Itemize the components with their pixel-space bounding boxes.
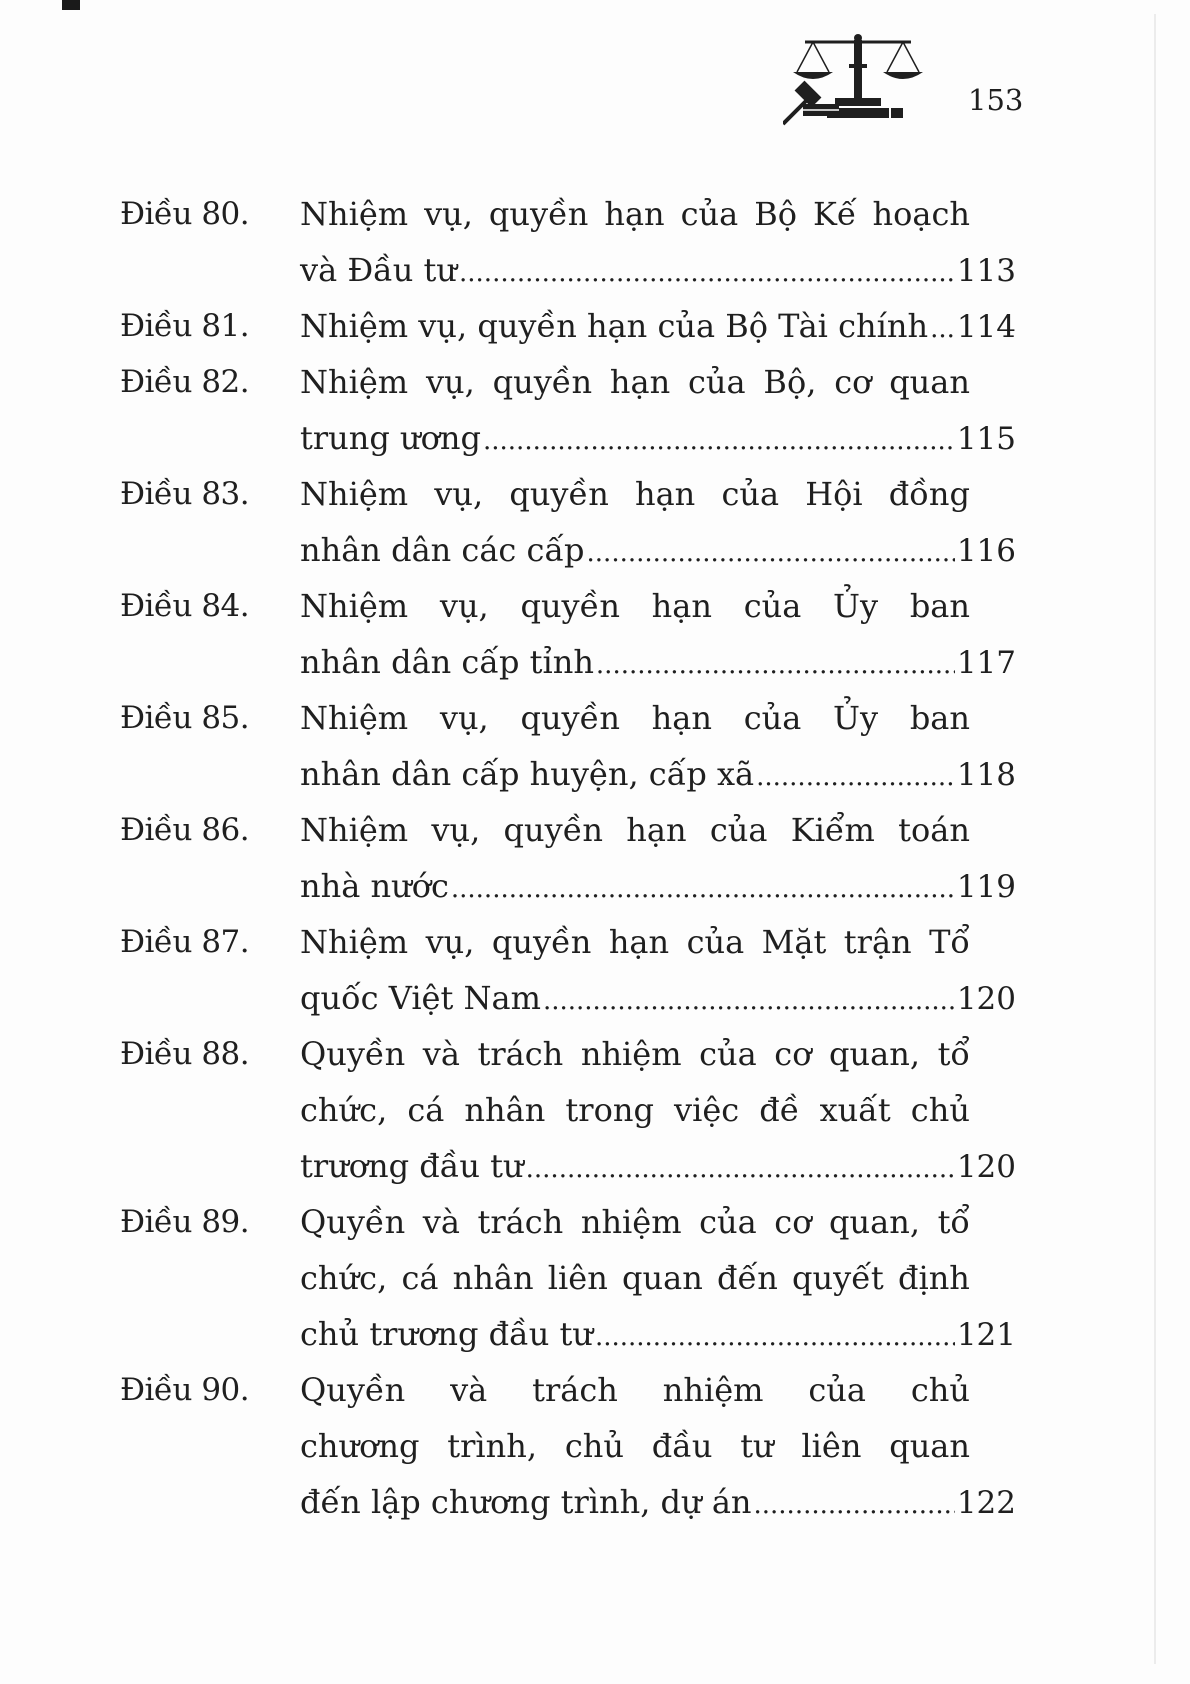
dot-leader — [930, 301, 955, 357]
toc-word: vụ, — [431, 811, 481, 849]
toc-word: và — [422, 1203, 460, 1241]
toc-title-line — [300, 1418, 970, 1474]
toc-page-number: 117 — [956, 645, 1016, 681]
toc-title-last-line — [300, 242, 1016, 298]
dot-leader — [595, 1309, 955, 1365]
toc-word: nhân — [452, 1259, 534, 1297]
toc-word: và — [422, 1035, 460, 1073]
toc-word: hoạch — [872, 195, 970, 233]
toc-word: ban — [909, 699, 970, 737]
toc-entry — [120, 578, 1020, 690]
toc-word: cá — [407, 1091, 445, 1129]
toc-entry — [120, 914, 1020, 1026]
corner-mark — [62, 0, 80, 10]
toc-word: Nhiệm — [300, 923, 409, 961]
toc-page-number: 121 — [956, 1317, 1016, 1353]
toc-word: liên — [801, 1427, 862, 1465]
toc-word: hạn — [634, 475, 696, 513]
toc-word: hạn — [604, 195, 665, 233]
toc-word: vụ, — [425, 363, 475, 401]
toc-entry — [120, 466, 1020, 578]
toc-word: cơ — [774, 1035, 812, 1073]
toc-title-text: trương đầu tư — [300, 1147, 524, 1185]
toc-word: của — [721, 475, 780, 513]
toc-entry — [120, 1026, 1020, 1194]
toc-title-text: nhà nước — [300, 867, 449, 905]
dot-leader — [543, 973, 955, 1029]
toc-title-last-line — [300, 1138, 1016, 1194]
toc-entry — [120, 1362, 1020, 1530]
toc-word: quan — [889, 1427, 970, 1465]
toc-title-line — [300, 1362, 970, 1418]
toc-title-text: đến lập chương trình, dự án — [300, 1483, 752, 1521]
toc-entry-title — [300, 186, 1016, 298]
toc-page-number: 120 — [956, 1149, 1016, 1185]
toc-article-number: Điều 88. — [120, 1036, 250, 1072]
toc-word: cá — [401, 1259, 439, 1297]
toc-word: ban — [909, 587, 970, 625]
toc-article-number: Điều 82. — [120, 364, 250, 400]
toc-word: quan — [622, 1259, 703, 1297]
toc-entry — [120, 298, 1020, 354]
dot-leader — [756, 749, 955, 805]
toc-word: tổ — [937, 1203, 970, 1241]
dot-leader — [526, 1141, 955, 1197]
toc-word: hạn — [651, 587, 712, 625]
scales-of-justice-icon — [783, 26, 933, 126]
toc-page-number: 114 — [956, 309, 1016, 345]
page-edge — [1154, 14, 1156, 1664]
toc-word: hạn — [626, 811, 687, 849]
toc-entry-title — [300, 1026, 1016, 1194]
toc-word: chương — [300, 1427, 420, 1465]
toc-title-last-line — [300, 298, 1016, 354]
toc-word: quan — [889, 363, 970, 401]
toc-title-last-line — [300, 970, 1016, 1026]
toc-article-number: Điều 87. — [120, 924, 250, 960]
toc-word: nhiệm — [580, 1203, 682, 1241]
toc-word: chức, — [300, 1091, 388, 1129]
toc-word: Nhiệm — [300, 587, 409, 625]
toc-word: trách — [477, 1035, 564, 1073]
toc-word: vụ, — [439, 587, 489, 625]
toc-title-text: nhân dân các cấp — [300, 531, 585, 569]
toc-entry — [120, 690, 1020, 802]
toc-title-last-line — [300, 858, 1016, 914]
toc-page-number: 116 — [956, 533, 1016, 569]
toc-word: trách — [477, 1203, 564, 1241]
toc-word: và — [450, 1371, 488, 1409]
toc-page-number: 115 — [956, 421, 1016, 457]
toc-word: Mặt — [761, 923, 827, 961]
toc-word: quyền — [488, 195, 589, 233]
toc-entry-title — [300, 802, 1016, 914]
toc-word: hạn — [651, 699, 712, 737]
toc-word: trận — [843, 923, 912, 961]
toc-word: Bộ — [754, 195, 797, 233]
toc-title-text: trung ương — [300, 419, 481, 457]
toc-word: chủ — [910, 1371, 970, 1409]
toc-article-number: Điều 90. — [120, 1372, 250, 1408]
toc-word: Hội — [805, 475, 863, 513]
toc-title-line — [300, 354, 970, 410]
toc-title-text: nhân dân cấp tỉnh — [300, 643, 594, 681]
toc-title-line — [300, 1250, 970, 1306]
toc-entry — [120, 186, 1020, 298]
toc-title-line — [300, 466, 970, 522]
toc-title-last-line — [300, 522, 1016, 578]
toc-word: của — [686, 923, 745, 961]
toc-word: quan, — [829, 1203, 920, 1241]
toc-page-number: 120 — [956, 981, 1016, 1017]
dot-leader — [596, 637, 955, 693]
toc-title-line — [300, 1082, 970, 1138]
toc-word: hạn — [608, 923, 670, 961]
toc-word: Nhiệm — [300, 195, 409, 233]
toc-article-number: Điều 89. — [120, 1204, 250, 1240]
toc-word: vụ, — [434, 475, 484, 513]
toc-word: Nhiệm — [300, 363, 409, 401]
toc-word: liên — [547, 1259, 608, 1297]
toc-word: đầu — [651, 1427, 713, 1465]
toc-title-text: nhân dân cấp huyện, cấp xã — [300, 755, 755, 793]
toc-entry-title — [300, 1362, 1016, 1530]
toc-word: chủ — [910, 1091, 970, 1129]
toc-title-last-line — [300, 746, 1016, 802]
toc-word: định — [897, 1259, 970, 1297]
toc-page-number: 113 — [956, 253, 1016, 289]
toc-word: đồng — [888, 475, 970, 513]
toc-word: quyền — [491, 923, 592, 961]
toc-article-number: Điều 86. — [120, 812, 250, 848]
toc-title-line — [300, 1194, 970, 1250]
toc-entry-title — [300, 578, 1016, 690]
toc-entry — [120, 802, 1020, 914]
toc-word: quyết — [792, 1259, 884, 1297]
toc-word: của — [699, 1203, 757, 1241]
toc-word: Quyền — [300, 1203, 406, 1241]
toc-word: hạn — [609, 363, 671, 401]
toc-word: của — [709, 811, 768, 849]
toc-article-number: Điều 84. — [120, 588, 250, 624]
toc-article-number: Điều 81. — [120, 308, 250, 344]
toc-article-number: Điều 80. — [120, 196, 250, 232]
toc-word: quyền — [520, 699, 620, 737]
toc-word: toán — [898, 811, 970, 849]
dot-leader — [483, 413, 955, 469]
toc-title-line — [300, 802, 970, 858]
toc-word: nhân — [464, 1091, 546, 1129]
toc-word: vụ, — [424, 195, 473, 233]
toc-word: Ủy — [833, 587, 879, 625]
toc-word: trách — [532, 1371, 618, 1409]
toc-entry — [120, 354, 1020, 466]
toc-word: quyền — [509, 475, 609, 513]
toc-word: đề — [759, 1091, 800, 1129]
toc-title-line — [300, 578, 970, 634]
toc-entry-title — [300, 298, 1016, 354]
toc-page-number: 122 — [956, 1485, 1016, 1521]
toc-title-line — [300, 690, 970, 746]
toc-word: Nhiệm — [300, 699, 409, 737]
toc-word: vụ, — [425, 923, 475, 961]
toc-word: Bộ, — [763, 363, 817, 401]
toc-word: Quyền — [300, 1035, 406, 1073]
toc-word: cơ — [834, 363, 872, 401]
dot-leader — [754, 1477, 955, 1533]
toc-entry — [120, 1194, 1020, 1362]
toc-title-last-line — [300, 1474, 1016, 1530]
toc-word: chủ — [564, 1427, 624, 1465]
toc-word: của — [743, 587, 802, 625]
toc-word: của — [699, 1035, 757, 1073]
toc-word: cơ — [774, 1203, 812, 1241]
toc-title-text: và Đầu tư — [300, 251, 458, 289]
toc-word: của — [808, 1371, 866, 1409]
toc-word: vụ, — [439, 699, 489, 737]
toc-word: Tổ — [929, 923, 970, 961]
toc-title-text: chủ trương đầu tư — [300, 1315, 593, 1353]
toc-word: tư — [740, 1427, 774, 1465]
toc-title-line — [300, 186, 970, 242]
dot-leader — [451, 861, 955, 917]
toc-word: Nhiệm — [300, 475, 409, 513]
toc-word: nhiệm — [662, 1371, 764, 1409]
dot-leader — [587, 525, 955, 581]
toc-word: tổ — [937, 1035, 970, 1073]
toc-article-number: Điều 85. — [120, 700, 250, 736]
toc-title-text: quốc Việt Nam — [300, 979, 541, 1017]
toc-title-text: Nhiệm vụ, quyền hạn của Bộ Tài chính — [300, 307, 929, 345]
toc-word: Ủy — [833, 699, 879, 737]
toc-word: Kế — [812, 195, 857, 233]
toc-word: quyền — [492, 363, 593, 401]
toc-word: đến — [717, 1259, 778, 1297]
table-of-contents — [120, 186, 1020, 1530]
toc-word: trong — [565, 1091, 654, 1129]
dot-leader — [459, 245, 955, 301]
toc-page-number: 119 — [956, 869, 1016, 905]
toc-word: việc — [674, 1091, 740, 1129]
toc-word: của — [688, 363, 746, 401]
toc-word: Nhiệm — [300, 811, 409, 849]
toc-word: xuất — [819, 1091, 891, 1129]
toc-word: Kiểm — [790, 811, 875, 849]
page-number: 153 — [968, 83, 1024, 117]
toc-word: quan, — [829, 1035, 920, 1073]
toc-word: nhiệm — [580, 1035, 682, 1073]
toc-title-last-line — [300, 634, 1016, 690]
toc-article-number: Điều 83. — [120, 476, 250, 512]
toc-word: quyền — [503, 811, 603, 849]
toc-word: của — [743, 699, 802, 737]
toc-entry-title — [300, 1194, 1016, 1362]
toc-word: trình, — [447, 1427, 538, 1465]
toc-entry-title — [300, 914, 1016, 1026]
toc-page-number: 118 — [956, 757, 1016, 793]
toc-title-line — [300, 914, 970, 970]
toc-word: quyền — [520, 587, 620, 625]
toc-entry-title — [300, 690, 1016, 802]
toc-title-last-line — [300, 410, 1016, 466]
toc-entry-title — [300, 466, 1016, 578]
toc-entry-title — [300, 354, 1016, 466]
toc-word: chức, — [300, 1259, 388, 1297]
toc-title-last-line — [300, 1306, 1016, 1362]
toc-title-line — [300, 1026, 970, 1082]
toc-word: của — [680, 195, 739, 233]
toc-word: Quyền — [300, 1371, 406, 1409]
